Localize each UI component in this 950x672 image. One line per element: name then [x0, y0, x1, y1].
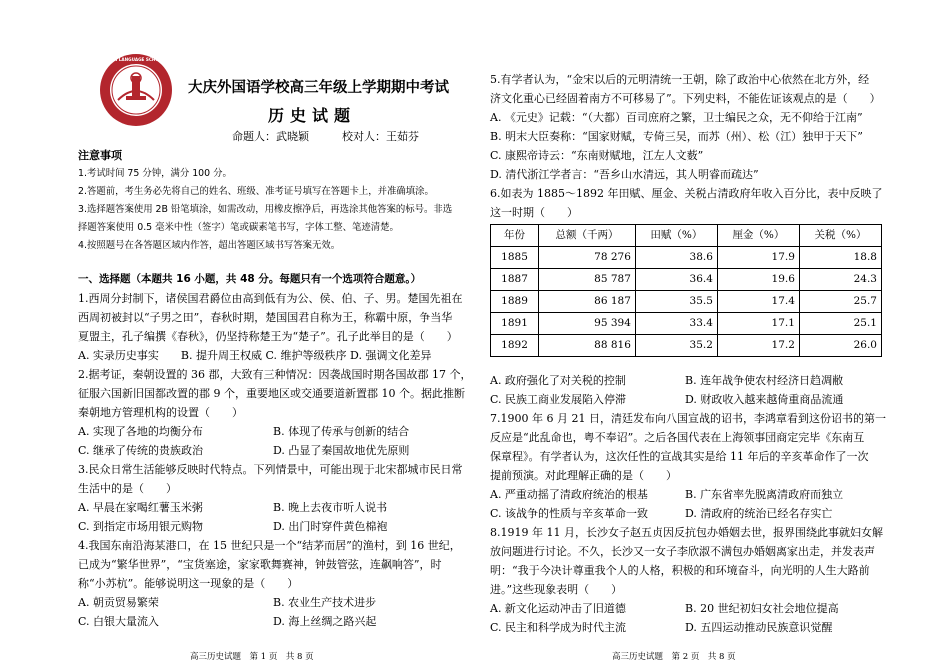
- option: B. 连年战争使农村经济日趋凋敝: [685, 374, 844, 387]
- question-line: 明：“我于今决计尊重我个人的人格，积极的和环境奋斗，向光明的人生大路前: [490, 564, 870, 577]
- table-cell: 1889: [491, 291, 539, 313]
- notes-heading: 注意事项: [78, 149, 122, 162]
- option: C. 民族工商业发展陷入停滞: [490, 393, 627, 406]
- table-cell: 95 394: [539, 313, 636, 335]
- option-row: [490, 504, 880, 523]
- option: B. 农业生产技术进步: [273, 596, 377, 609]
- option: C. 白银大量流入: [78, 615, 160, 628]
- table-header-row: [491, 225, 882, 247]
- option: D. 出门时穿件黄色棉袍: [273, 520, 388, 533]
- table-cell: 1887: [491, 269, 539, 291]
- table-cell: 25.1: [799, 313, 881, 335]
- option: B. 晚上去夜市听人说书: [273, 501, 388, 514]
- question-line: 6.如表为 1885～1892 年田赋、厘金、关税占清政府年收入百分比，表中反映了: [490, 187, 883, 200]
- table-body: [491, 247, 882, 357]
- table-cell: 17.2: [717, 335, 799, 357]
- option: A. 新文化运动冲击了旧道德: [490, 602, 626, 615]
- note-line: 2.答题前，考生务必先将自己的姓名、班级、准考证号填写在答题卡上，并准确填涂。: [78, 186, 434, 197]
- question-line: 进。”这些现象表明（ ）: [490, 583, 623, 596]
- question-line: A. 实录历史事实 B. 提升周王权威 C. 维护等级秩序 D. 强调文化差异: [78, 349, 432, 362]
- table-cell: 1892: [491, 335, 539, 357]
- question-line: 称“小苏杭”。能够说明这一现象的是（ ）: [78, 577, 299, 590]
- option: A. 政府强化了对关税的控制: [490, 374, 626, 387]
- question-line: 4.我国东南沿海某港口，在 15 世纪只是一个“结茅而居”的渔村，到 16 世纪，: [78, 539, 461, 552]
- table-cell: 85 787: [539, 269, 636, 291]
- question-line: 1.西周分封制下，诸侯国君爵位由高到低有为公、侯、伯、子、男。楚国先祖在: [78, 292, 463, 305]
- subject-title: 历史试题: [268, 106, 357, 125]
- option: D. 凸显了秦国故地优先原则: [273, 444, 410, 457]
- option: C. 继承了传统的贵族政治: [78, 444, 204, 457]
- table-cell: 35.2: [635, 335, 717, 357]
- table-cell: 18.8: [799, 247, 881, 269]
- table-row: [491, 313, 882, 335]
- school-logo: [76, 52, 196, 128]
- option: C. 民主和科学成为时代主流: [490, 621, 627, 634]
- table-cell: 17.1: [717, 313, 799, 335]
- table-cell: 33.4: [635, 313, 717, 335]
- question-line: 秦朝地方管理机构的设置（ ）: [78, 406, 243, 419]
- table-cell: 38.6: [635, 247, 717, 269]
- table-row: [491, 291, 882, 313]
- option: D. 财政收入越来越倚重商品流通: [685, 393, 844, 406]
- question-line: 放问题进行讨论。不久，长沙又一女子李欣淑不满包办婚姻离家出走，并发表声: [490, 545, 875, 558]
- option-row: [78, 498, 468, 517]
- footer-page-1: 高三历史试题 第 1 页 共 8 页: [190, 652, 314, 662]
- question-line: 保章程》。有学者认为，这次任性的宣战其实是给 11 年后的辛亥革命作了一次: [490, 450, 869, 463]
- note-line: 1.考试时间 75 分钟，满分 100 分。: [78, 168, 232, 179]
- option: B. 广东省率先脱离清政府而独立: [685, 488, 844, 501]
- table-cell: 17.9: [717, 247, 799, 269]
- table-header-cell: 总额（千两）: [539, 225, 636, 247]
- question-line: 8.1919 年 11 月，长沙女子赵五贞因反抗包办婚姻去世，报界围绕此事就妇女解: [490, 526, 883, 539]
- question-line: 反应是“此乱命也，粤不奉诏”。之后各国代表在上海领事団商定完毕《东南互: [490, 431, 865, 444]
- revenue-table: [490, 224, 882, 357]
- option: A. 严重动摇了清政府统治的根基: [490, 488, 648, 501]
- question-line: 已成为“繁华世界”，“宝货塞途，家家歌舞赛神，钟鼓管弦，连飙响答”，时: [78, 558, 442, 571]
- option: A. 实现了各地的均衡分布: [78, 425, 203, 438]
- option: B. 20 世纪初妇女社会地位提高: [685, 602, 839, 615]
- table-cell: 1885: [491, 247, 539, 269]
- right-column: [490, 70, 886, 637]
- question-line: 提前预演。对此理解正确的是（ ）: [490, 469, 677, 482]
- table-cell: 26.0: [799, 335, 881, 357]
- table-cell: 24.3: [799, 269, 881, 291]
- option: A. 朝贡贸易繁荣: [78, 596, 159, 609]
- school-title: 大庆外国语学校高三年级上学期期中考试: [188, 80, 449, 96]
- question-line: 生活中的是（ ）: [78, 482, 177, 495]
- question-line: 济文化重心已经固着南方不可移易了”。下列史料，不能佐证该观点的是（ ）: [490, 92, 881, 105]
- option: D. 五四运动推动民族意识觉醒: [685, 621, 833, 634]
- question-line: C. 康熙帝诗云：“东南财赋地，江左人文薮”: [490, 149, 704, 162]
- table-row: [491, 269, 882, 291]
- question-line: B. 明末大臣奏称：“国家财赋，专倚三吴，而苏（州）、松（江）独甲于天下”: [490, 130, 863, 143]
- table-header-cell: 关税（%）: [799, 225, 881, 247]
- table-cell: 78 276: [539, 247, 636, 269]
- option: D. 清政府的统治已经名存实亡: [685, 507, 833, 520]
- option: C. 该战争的性质与辛亥革命一致: [490, 507, 649, 520]
- table-cell: 19.6: [717, 269, 799, 291]
- option: D. 海上丝绸之路兴起: [273, 615, 377, 628]
- table-cell: 1891: [491, 313, 539, 335]
- option-row: [490, 390, 880, 409]
- question-line: D. 清代浙江学者言：“吾乡山水清远，其人明睿而疏达”: [490, 168, 759, 181]
- option-row: [78, 441, 468, 460]
- option-row: [78, 593, 468, 612]
- option: C. 到指定市场用银元购物: [78, 520, 204, 533]
- note-line: 3.选择题答案使用 2B 铅笔填涂，如需改动，用橡皮擦净后，再选涂其他答案的标号。非选: [78, 204, 453, 215]
- left-column: [78, 130, 472, 631]
- question-line: A. 《元史》记载：“（大都）百司庶府之繁，卫士编民之众，无不仰给于江南”: [490, 111, 863, 124]
- option: B. 体现了传承与创新的结合: [273, 425, 410, 438]
- table-cell: 88 816: [539, 335, 636, 357]
- question-line: 3.民众日常生活能够反映时代特点。下列情景中，可能出现于北宋都城市民日常: [78, 463, 463, 476]
- option-row: [490, 618, 880, 637]
- table-header-cell: 年份: [491, 225, 539, 247]
- section-heading: 一、选择题（本题共 16 小题，共 48 分。每题只有一个选项符合题意。）: [78, 273, 422, 285]
- option-row: [78, 517, 468, 536]
- table-cell: 25.7: [799, 291, 881, 313]
- logo-text: DAQING FOREIGN LANGUAGE SCHOOL 大庆外国语学校: [76, 57, 196, 62]
- option-row: [490, 599, 880, 618]
- note-line: 择题答案使用 0.5 毫米中性（签字）笔或碳素笔书写，字体工整、笔迹清楚。: [78, 222, 399, 233]
- question-line: 西周初被封以“子男之田”，春秋时期，楚国国君自称为王，称霸中原，争当华: [78, 311, 453, 324]
- option-row: [78, 612, 468, 631]
- question-line: 夏盟主，孔子编撰《春秋》，仍坚持称楚王为“楚子”。孔子此举目的是（ ）: [78, 330, 458, 343]
- option: A. 早晨在家喝红薯玉米粥: [78, 501, 203, 514]
- table-cell: 86 187: [539, 291, 636, 313]
- question-line: 5.有学者认为，“金宋以后的元明清统一王朝，除了政治中心依然在北方外，经: [490, 73, 870, 86]
- table-header-cell: 田赋（%）: [635, 225, 717, 247]
- table-row: [491, 247, 882, 269]
- table-header-cell: 厘金（%）: [717, 225, 799, 247]
- footer-page-2: 高三历史试题 第 2 页 共 8 页: [612, 652, 736, 662]
- table-cell: 17.4: [717, 291, 799, 313]
- note-line: 4.按照题号在各答题区域内作答，超出答题区域书写答案无效。: [78, 240, 341, 251]
- table-cell: 36.4: [635, 269, 717, 291]
- option-row: [490, 485, 880, 504]
- question-line: 7.1900 年 6 月 21 日，清廷发布向八国宣战的诏书，李鸿章看到这份诏书的第一: [490, 412, 886, 425]
- option-row: [78, 422, 468, 441]
- question-line: 征服六国新旧国都改置的郡 9 个，重要地区或交通要道新置郡 10 个。据此推断: [78, 387, 465, 400]
- table-row: [491, 335, 882, 357]
- question-line: 这一时期（ ）: [490, 206, 578, 219]
- authors-line: 命题人：武晓颖 校对人：王茹芬: [232, 130, 419, 143]
- table-cell: 35.5: [635, 291, 717, 313]
- question-line: 2.据考证，秦朝设置的 36 郡，大致有三种情况：因袭战国时期各国故郡 17 个，: [78, 368, 472, 381]
- option-row: [490, 371, 880, 390]
